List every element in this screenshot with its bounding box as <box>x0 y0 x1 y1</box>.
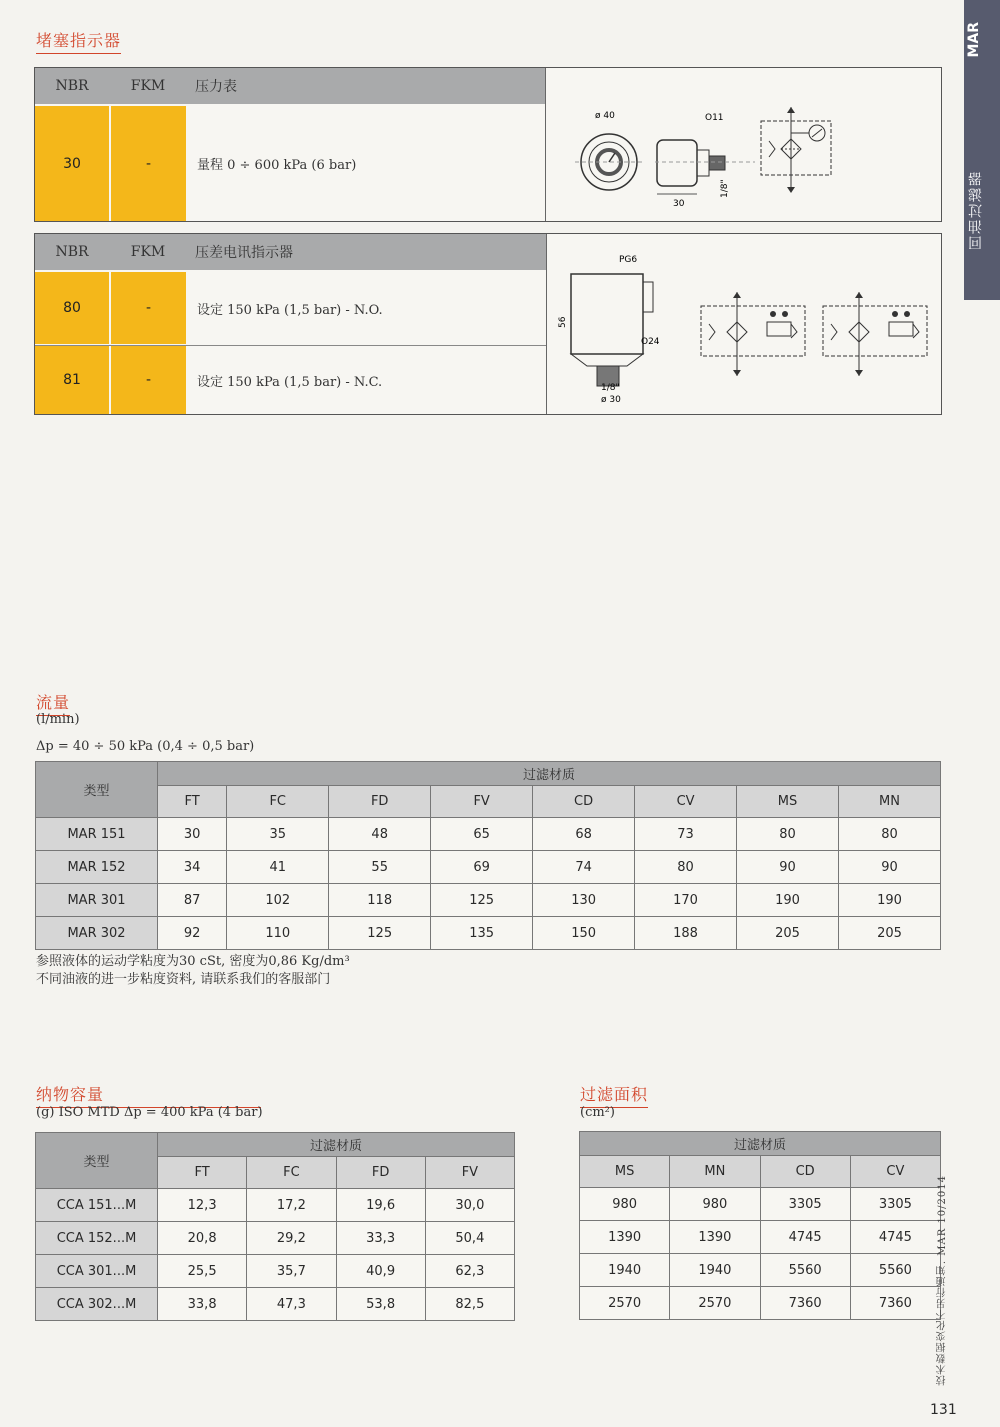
electric-description-nc: 设定 150 kPa (1,5 bar) - N.C. <box>197 374 383 390</box>
capacity-cell: 62,3 <box>425 1255 514 1288</box>
electric-thread-label: 1/8" <box>601 383 620 393</box>
capacity-cell: 35,7 <box>247 1255 336 1288</box>
electric-fkm-code-no: - <box>111 272 186 344</box>
area-group-header: 过滤材质 <box>580 1132 941 1156</box>
table-row <box>36 884 941 917</box>
electric-fkm-code-nc: - <box>111 346 186 414</box>
capacity-row-type: CCA 301...M <box>36 1255 158 1288</box>
flow-cell: 170 <box>635 884 737 917</box>
electric-header-fkm: FKM <box>130 244 166 260</box>
capacity-cell: 53,8 <box>336 1288 425 1321</box>
flow-cell: 135 <box>431 917 533 950</box>
gauge-indicator-box <box>34 67 942 222</box>
table-row <box>36 818 941 851</box>
area-title: 过滤面积 <box>580 1082 648 1108</box>
flow-cell: 69 <box>431 851 533 884</box>
flow-cell: 80 <box>635 851 737 884</box>
electric-indicator-box <box>34 233 942 415</box>
area-cell: 5560 <box>850 1254 940 1287</box>
area-cell: 1940 <box>580 1254 670 1287</box>
area-cell: 980 <box>580 1188 670 1221</box>
indicators-title: 堵塞指示器 <box>36 28 121 54</box>
gauge-dia-label: ø 40 <box>595 111 615 121</box>
flow-col-fd: FD <box>329 786 431 818</box>
area-table <box>579 1131 941 1320</box>
area-cell: 3305 <box>850 1188 940 1221</box>
side-tab <box>964 0 1000 300</box>
area-cell: 3305 <box>760 1188 850 1221</box>
electric-header-nbr: NBR <box>55 244 89 260</box>
gauge-len-label: 30 <box>673 199 685 209</box>
flow-cell: 150 <box>533 917 635 950</box>
flow-col-fv: FV <box>431 786 533 818</box>
flow-cell: 34 <box>158 851 227 884</box>
area-cell: 4745 <box>850 1221 940 1254</box>
flow-condition: Δp = 40 ÷ 50 kPa (0,4 ÷ 0,5 bar) <box>36 739 255 754</box>
capacity-cell: 20,8 <box>158 1222 247 1255</box>
area-cell: 2570 <box>580 1287 670 1320</box>
flow-cell: 30 <box>158 818 227 851</box>
capacity-cell: 29,2 <box>247 1222 336 1255</box>
flow-cell: 74 <box>533 851 635 884</box>
capacity-cell: 12,3 <box>158 1189 247 1222</box>
flow-cell: 190 <box>737 884 839 917</box>
capacity-row-type: CCA 302...M <box>36 1288 158 1321</box>
capacity-cell: 47,3 <box>247 1288 336 1321</box>
flow-col-ft: FT <box>158 786 227 818</box>
capacity-cell: 40,9 <box>336 1255 425 1288</box>
gauge-header-fkm: FKM <box>130 78 166 94</box>
flow-col-cv: CV <box>635 786 737 818</box>
capacity-cell: 17,2 <box>247 1189 336 1222</box>
capacity-cell: 25,5 <box>158 1255 247 1288</box>
electric-header-desc: 压差电讯指示器 <box>195 245 293 261</box>
flow-note-1: 参照液体的运动学粘度为30 cSt, 密度为0,86 Kg/dm³ <box>36 954 350 969</box>
gauge-header-nbr: NBR <box>55 78 89 94</box>
side-tab-code: MAR <box>966 22 982 58</box>
flow-unit: (l/min) <box>36 712 80 727</box>
page-number: 131 <box>930 1402 957 1418</box>
flow-cell: 125 <box>431 884 533 917</box>
flow-note-2: 不同油液的进一步粘度资料, 请联系我们的客服部门 <box>36 972 331 987</box>
flow-cell: 205 <box>838 917 940 950</box>
electric-drawing <box>555 248 695 408</box>
electric-hex-label: O24 <box>641 337 660 347</box>
gauge-fkm-code: - <box>111 106 186 221</box>
area-cell: 4745 <box>760 1221 850 1254</box>
flow-cell: 48 <box>329 818 431 851</box>
flow-type-header: 类型 <box>36 762 158 818</box>
flow-row-type: MAR 301 <box>36 884 158 917</box>
area-unit: (cm²) <box>580 1105 615 1120</box>
area-cell: 7360 <box>760 1287 850 1320</box>
capacity-type-header: 类型 <box>36 1133 158 1189</box>
table-row <box>36 1288 515 1321</box>
flow-cell: 188 <box>635 917 737 950</box>
capacity-col-fv: FV <box>425 1157 514 1189</box>
flow-row-type: MAR 152 <box>36 851 158 884</box>
flow-cell: 190 <box>838 884 940 917</box>
flow-col-mn: MN <box>838 786 940 818</box>
capacity-col-fc: FC <box>247 1157 336 1189</box>
flow-row-type: MAR 151 <box>36 818 158 851</box>
electric-nc-schematic <box>819 288 933 378</box>
table-row <box>580 1287 941 1320</box>
capacity-cell: 33,3 <box>336 1222 425 1255</box>
gauge-schematic <box>755 103 865 193</box>
electric-dia-label: ø 30 <box>601 395 621 405</box>
flow-cell: 125 <box>329 917 431 950</box>
capacity-row-type: CCA 152...M <box>36 1222 158 1255</box>
side-tab-label: 回油过滤器 <box>968 170 984 250</box>
flow-cell: 90 <box>838 851 940 884</box>
flow-col-fc: FC <box>227 786 329 818</box>
electric-pg-label: PG6 <box>619 255 638 265</box>
footer-vertical-note: 技术数据变化不另行通知. MAR 10/2014 <box>937 1175 948 1386</box>
area-col-cd: CD <box>760 1156 850 1188</box>
area-cell: 7360 <box>850 1287 940 1320</box>
gauge-description: 量程 0 ÷ 600 kPa (6 bar) <box>197 158 357 173</box>
capacity-cell: 50,4 <box>425 1222 514 1255</box>
capacity-cell: 30,0 <box>425 1189 514 1222</box>
capacity-cell: 19,6 <box>336 1189 425 1222</box>
electric-height-label: 56 <box>558 316 568 328</box>
capacity-cell: 33,8 <box>158 1288 247 1321</box>
area-cell: 1940 <box>670 1254 760 1287</box>
gauge-header-desc: 压力表 <box>195 79 237 95</box>
capacity-col-ft: FT <box>158 1157 247 1189</box>
table-row <box>36 1222 515 1255</box>
flow-cell: 87 <box>158 884 227 917</box>
gauge-hex-label: O11 <box>705 113 724 123</box>
flow-cell: 80 <box>838 818 940 851</box>
flow-cell: 92 <box>158 917 227 950</box>
capacity-group-header: 过滤材质 <box>158 1133 515 1157</box>
flow-cell: 80 <box>737 818 839 851</box>
table-row <box>36 1189 515 1222</box>
flow-cell: 130 <box>533 884 635 917</box>
table-row <box>36 1255 515 1288</box>
gauge-nbr-code: 30 <box>35 106 109 221</box>
flow-group-header: 过滤材质 <box>158 762 941 786</box>
electric-description-no: 设定 150 kPa (1,5 bar) - N.O. <box>197 302 383 318</box>
area-cell: 1390 <box>670 1221 760 1254</box>
gauge-thread-label: 1/8" <box>720 179 730 198</box>
flow-cell: 90 <box>737 851 839 884</box>
flow-cell: 205 <box>737 917 839 950</box>
capacity-table <box>35 1132 515 1321</box>
electric-no-schematic <box>697 288 811 378</box>
flow-row-type: MAR 302 <box>36 917 158 950</box>
electric-nbr-code-nc: 81 <box>35 346 109 414</box>
table-row <box>580 1221 941 1254</box>
capacity-unit: (g) ISO MTD Δp = 400 kPa (4 bar) <box>36 1105 263 1120</box>
flow-cell: 110 <box>227 917 329 950</box>
area-cell: 2570 <box>670 1287 760 1320</box>
table-row <box>36 851 941 884</box>
flow-title: 流量 <box>36 690 70 716</box>
flow-col-cd: CD <box>533 786 635 818</box>
capacity-title: 纳物容量 <box>36 1082 261 1108</box>
table-row <box>36 917 941 950</box>
capacity-cell: 82,5 <box>425 1288 514 1321</box>
flow-col-ms: MS <box>737 786 839 818</box>
flow-table <box>35 761 941 950</box>
area-col-ms: MS <box>580 1156 670 1188</box>
area-cell: 1390 <box>580 1221 670 1254</box>
table-row <box>580 1254 941 1287</box>
flow-cell: 65 <box>431 818 533 851</box>
flow-cell: 55 <box>329 851 431 884</box>
capacity-row-type: CCA 151...M <box>36 1189 158 1222</box>
flow-cell: 102 <box>227 884 329 917</box>
flow-cell: 73 <box>635 818 737 851</box>
electric-nbr-code-no: 80 <box>35 272 109 344</box>
flow-cell: 68 <box>533 818 635 851</box>
flow-cell: 118 <box>329 884 431 917</box>
flow-cell: 35 <box>227 818 329 851</box>
area-cell: 980 <box>670 1188 760 1221</box>
area-cell: 5560 <box>760 1254 850 1287</box>
area-col-cv: CV <box>850 1156 940 1188</box>
flow-cell: 41 <box>227 851 329 884</box>
table-row <box>580 1188 941 1221</box>
capacity-col-fd: FD <box>336 1157 425 1189</box>
area-col-mn: MN <box>670 1156 760 1188</box>
